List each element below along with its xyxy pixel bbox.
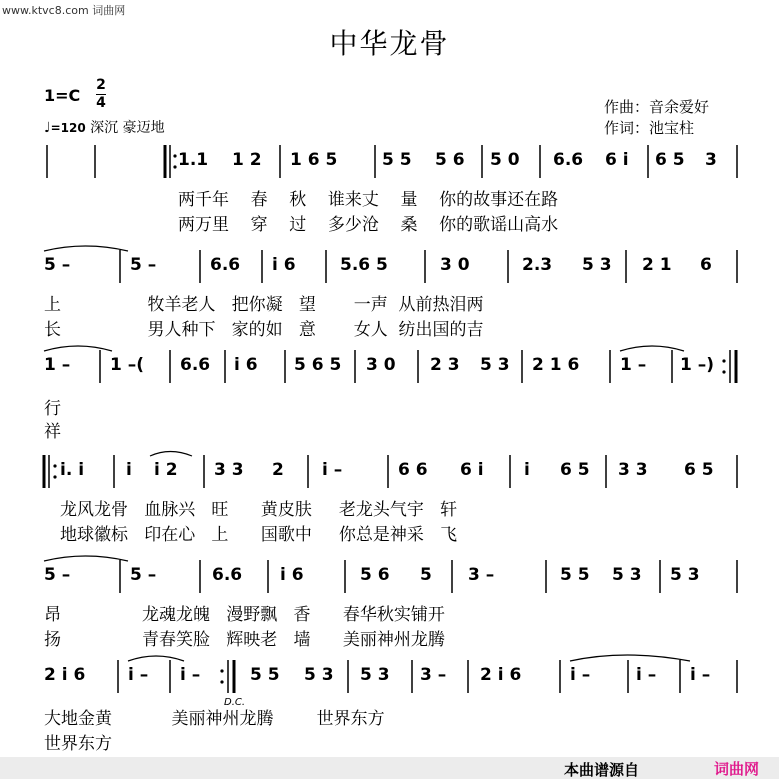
note-group: 1 –	[620, 355, 647, 375]
page-title: 中华龙骨	[329, 27, 450, 60]
lyric-line: 地球徽标 印在心 上 国歌中 你总是神采 飞	[60, 525, 458, 545]
note-group: 5 –	[130, 565, 157, 585]
note-group: 3 0	[366, 355, 396, 375]
lyric-line: 龙风龙骨 血脉兴 旺 黄皮肤 老龙头气宇 轩	[60, 500, 458, 520]
note-group: 5 3	[360, 665, 390, 685]
note-group: 6 5	[684, 460, 714, 480]
lyricist-credit: 作词：池宝柱	[604, 119, 695, 137]
note-group: 3 3	[214, 460, 244, 480]
staff-row-6	[0, 655, 779, 700]
quarter-note-icon: ♩	[44, 120, 51, 136]
note-group: 5 6 5	[294, 355, 342, 375]
note-group: i 2	[154, 460, 178, 480]
tempo-bpm: =120	[50, 121, 86, 135]
note-group: 6 5	[560, 460, 590, 480]
note-group: 5	[420, 565, 432, 585]
lyric-line: 昂 龙魂龙魄 漫野飘 香 春华秋实铺开	[44, 605, 445, 625]
lyric-line: 世界东方	[44, 734, 112, 754]
watermark-url: www.ktvc8.com 词曲网	[2, 4, 126, 17]
note-group: i 6	[234, 355, 258, 375]
note-group: 2 i 6	[480, 665, 522, 685]
lyric-line: 两万里 穿 过 多少沧 桑 你的歌谣山高水	[178, 215, 559, 235]
note-group: i 6	[280, 565, 304, 585]
note-group: 6 i	[460, 460, 484, 480]
footer-bar	[0, 757, 779, 779]
note-group: i –	[322, 460, 343, 480]
note-group: 5 –	[44, 255, 71, 275]
note-group: 2.3	[522, 255, 553, 275]
lyric-line: 上 牧羊老人 把你凝 望 一声 从前热泪两	[44, 295, 484, 315]
note-group: 5 5	[250, 665, 280, 685]
staff-row-2	[0, 245, 779, 290]
composer-credit: 作曲：音余爱好	[604, 98, 710, 116]
note-group: 5 3	[670, 565, 700, 585]
staff-row-5	[0, 555, 779, 600]
note-group: i. i	[60, 460, 85, 480]
note-group: 1 –	[44, 355, 71, 375]
note-group: 5 3	[582, 255, 612, 275]
note-group: 6 5	[655, 150, 685, 170]
note-group: 5 –	[44, 565, 71, 585]
note-group: 5 3	[304, 665, 334, 685]
staff-row-1	[0, 140, 779, 185]
staff-row-4	[0, 450, 779, 495]
note-group: 2 i 6	[44, 665, 86, 685]
note-group: 3 –	[468, 565, 495, 585]
time-signature	[96, 78, 106, 111]
lyric-line: 大地金黄 美丽神州龙腾 世界东方	[44, 709, 385, 729]
note-group: 5 5	[382, 150, 412, 170]
note-group: 5 0	[490, 150, 520, 170]
note-group: 6.6	[553, 150, 584, 170]
key-signature: 1=C	[44, 86, 81, 105]
lyric-line: 行	[44, 399, 61, 419]
site-logo[interactable]: 词曲网	[714, 760, 760, 778]
note-group: 5 5	[560, 565, 590, 585]
time-signature-top: 2	[96, 77, 106, 93]
note-group: i –	[180, 665, 201, 685]
tempo-expression: 深沉 豪迈地	[90, 120, 165, 136]
note-group: 5 –	[130, 255, 157, 275]
note-group: 1 6 5	[290, 150, 338, 170]
note-group: 2 1 6	[532, 355, 580, 375]
note-group: 3 0	[440, 255, 470, 275]
lyric-line: 两千年 春 秋 谁来丈 量 你的故事还在路	[178, 190, 559, 210]
note-group: i –	[570, 665, 591, 685]
note-group: 5.6 5	[340, 255, 388, 275]
staff-row-3	[0, 345, 779, 390]
note-group: i	[524, 460, 530, 480]
note-group: 6.6	[212, 565, 243, 585]
note-group: i –	[690, 665, 711, 685]
note-group: 1 2	[232, 150, 262, 170]
note-group: 3	[705, 150, 717, 170]
note-group: 5 6	[435, 150, 465, 170]
note-group: i 6	[272, 255, 296, 275]
note-group: 6.6	[180, 355, 211, 375]
note-group: 2 3	[430, 355, 460, 375]
note-group: 5 3	[612, 565, 642, 585]
note-group: 5 6	[360, 565, 390, 585]
lyric-line: 扬 青春笑脸 辉映老 墙 美丽神州龙腾	[44, 630, 445, 650]
dc-mark: D.C.	[224, 697, 246, 708]
note-group: 3 –	[420, 665, 447, 685]
note-group: 6 i	[605, 150, 629, 170]
source-text: 本曲谱源自	[564, 761, 640, 779]
note-group: 1 –)	[680, 355, 715, 375]
note-group: 2 1	[642, 255, 672, 275]
staff-row-4-bars	[0, 450, 779, 495]
note-group: i	[126, 460, 132, 480]
note-group: 2	[272, 460, 284, 480]
note-group: i –	[128, 665, 149, 685]
note-group: 1.1	[178, 150, 209, 170]
note-group: 6 6	[398, 460, 428, 480]
note-group: i –	[636, 665, 657, 685]
lyric-line: 祥	[44, 422, 61, 442]
lyric-line: 长 男人种下 家的如 意 女人 纺出国的吉	[44, 320, 484, 340]
time-signature-bottom: 4	[96, 95, 106, 111]
note-group: 3 3	[618, 460, 648, 480]
note-group: 5 3	[480, 355, 510, 375]
note-group: 6.6	[210, 255, 241, 275]
note-group: 6	[700, 255, 712, 275]
note-group: 1 –(	[110, 355, 145, 375]
tempo-marking	[44, 117, 165, 137]
